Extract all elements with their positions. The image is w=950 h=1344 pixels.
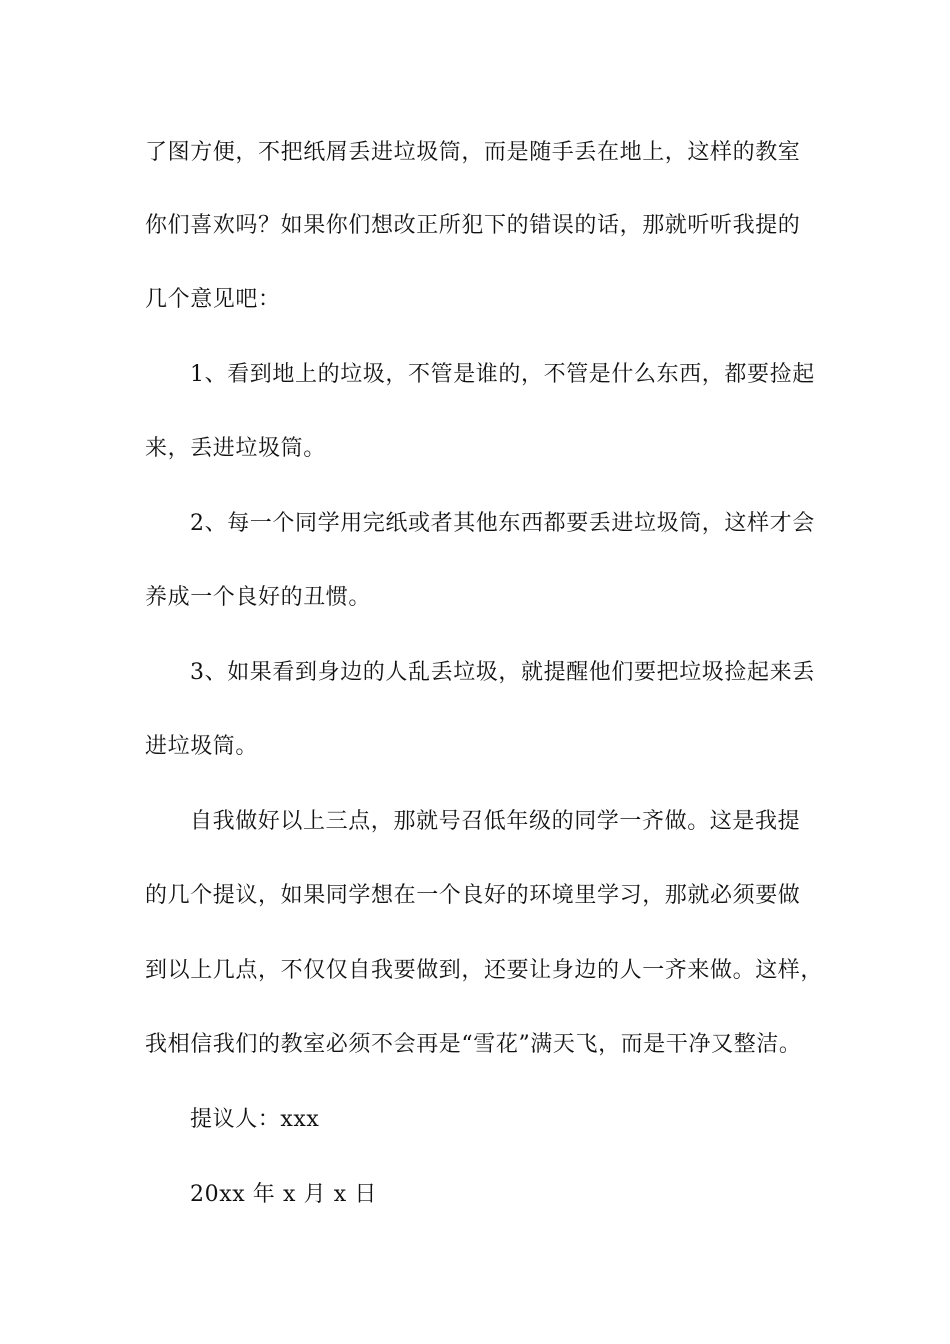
paragraph-line: 了图方便，不把纸屑丢进垃圾筒，而是随手丢在地上，这样的教室 xyxy=(145,140,801,165)
closing-paragraph-line: 自我做好以上三点，那就号召低年级的同学一齐做。这是我提 xyxy=(190,809,801,834)
list-item-2-continued: 养成一个良好的丑惯。 xyxy=(145,585,372,610)
date: 20xx 年 x 月 x 日 xyxy=(190,1182,377,1207)
closing-paragraph-line: 的几个提议，如果同学想在一个良好的环境里学习，那就必须要做 xyxy=(145,883,801,908)
list-item-2: 2、每一个同学用完纸或者其他东西都要丢进垃圾筒，这样才会 xyxy=(190,511,815,536)
list-item-3-continued: 进垃圾筒。 xyxy=(145,734,259,759)
paragraph-line: 你们喜欢吗？如果你们想改正所犯下的错误的话，那就听听我提的 xyxy=(145,213,801,238)
list-item-3: 3、如果看到身边的人乱丢垃圾，就提醒他们要把垃圾捡起来丢 xyxy=(190,660,815,685)
signature: 提议人：xxx xyxy=(190,1107,320,1132)
closing-paragraph-line: 我相信我们的教室必须不会再是“雪花”满天飞，而是干净又整洁。 xyxy=(145,1032,802,1057)
list-item-1: 1、看到地上的垃圾，不管是谁的，不管是什么东西，都要捡起 xyxy=(190,362,815,387)
closing-paragraph-line: 到以上几点，不仅仅自我要做到，还要让身边的人一齐来做。这样， xyxy=(145,958,824,983)
paragraph-line: 几个意见吧： xyxy=(145,287,281,312)
list-item-1-continued: 来，丢进垃圾筒。 xyxy=(145,436,326,461)
